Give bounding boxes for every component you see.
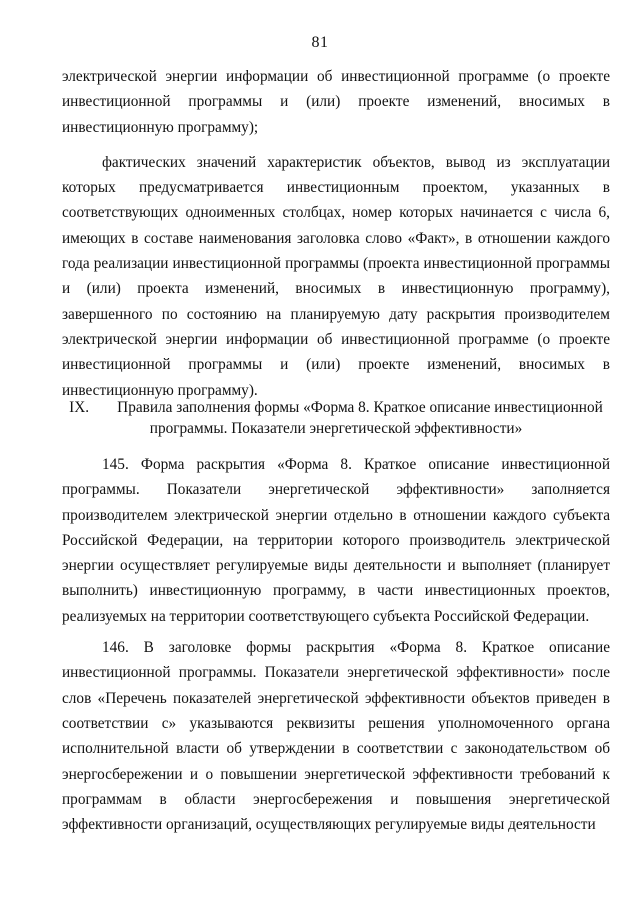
paragraph-actual-values: фактических значений характеристик объектов, вывод из эксплуатации которых предусматривается инвестиционным проектом, указанных в соответствующих одноименных столбцах, номер которых начинается с числа 6, имеющих в составе наименования заголовка слово «Факт», в отношении каждого года реализации инвестиционной программы (проекта инвестиционной программы и (или) проекта изменений, вносимых в инвестиционную программу), завершенного по состоянию на планируемую дату раскрытия производителем электрической энергии информации об инвестиционной программе (о проекте инвестиционной программы и (или) проекте изменений, вносимых в инвестиционную программу).: [62, 153, 610, 399]
section-number: IX.: [69, 399, 90, 416]
text-block-bottom: [62, 452, 610, 837]
text-block-top: [62, 64, 610, 403]
section-heading: [62, 397, 610, 439]
paragraph-continuation: электрической энергии информации об инвестиционной программе (о проекте инвестиционной программы и (или) проекте изменений, вносимых в инвестиционную программу);: [62, 68, 610, 136]
page-number: 81: [311, 34, 329, 51]
paragraph-146: 146. В заголовке формы раскрытия «Форма 8. Краткое описание инвестиционной программы. Показатели энергетической эффективности» после слов «Перечень показателей энергетической эффективности объектов приведен в соответствии с» указываются реквизиты решения уполномоченного органа исполнительной власти об утверждении в соответствии с законодательством об энергосбережении и о повышении энергетической эффективности требований к программам в области энергосбережения и повышения энергетической эффективности организаций, осуществляющих регулируемые виды деятельности: [62, 639, 610, 834]
section-title-part-1: Правила заполнения формы «Форма 8. Краткое описание инвестиционной: [117, 399, 603, 416]
section-heading-line-1: [62, 397, 610, 418]
section-title-part-2: программы. Показатели энергетической эффективности»: [149, 420, 523, 437]
paragraph-145: 145. Форма раскрытия «Форма 8. Краткое описание инвестиционной программы. Показатели энергетической эффективности» заполняется производителем электрической энергии отдельно в отношении каждого субъекта Российской Федерации, на территории которого производитель электрической энергии осуществляет регулируемые виды деятельности и выполняет (планирует выполнить) инвестиционную программу, в части инвестиционных проектов, реализуемых на территории соответствующего субъекта Российской Федерации.: [62, 456, 610, 625]
